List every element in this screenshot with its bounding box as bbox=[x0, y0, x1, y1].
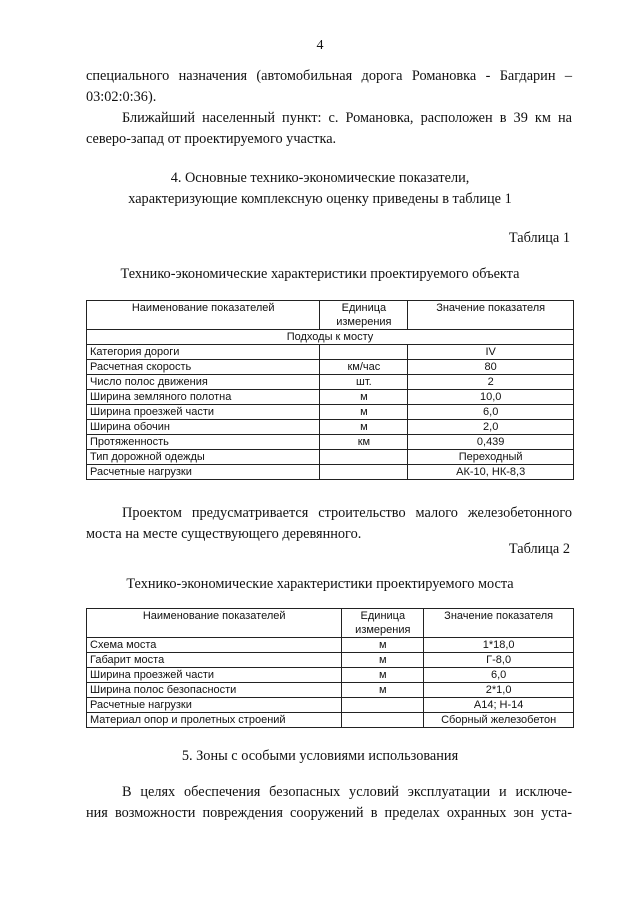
table-cell: 1*18,0 bbox=[424, 638, 574, 653]
middle-paragraph bbox=[86, 503, 572, 545]
table-cell: м bbox=[320, 405, 408, 420]
section5-line: В целях обеспечения безопасных условий эксплуатации и исключе- bbox=[122, 784, 572, 800]
section4-heading-line: 4. Основные технико-экономические показатели, bbox=[170, 170, 470, 186]
table-cell: Сборный железобетон bbox=[424, 713, 574, 728]
table-row bbox=[87, 698, 574, 713]
table-cell: м bbox=[342, 638, 424, 653]
table-cell: IV bbox=[408, 345, 574, 360]
table-row bbox=[87, 375, 574, 390]
table1 bbox=[86, 300, 574, 480]
table-cell: шт. bbox=[320, 375, 408, 390]
table-row bbox=[87, 390, 574, 405]
table-row bbox=[87, 420, 574, 435]
table1-section-cell: Подходы к мосту bbox=[87, 330, 574, 345]
page-number: 4 bbox=[316, 38, 324, 53]
table-cell: Категория дороги bbox=[87, 345, 320, 360]
table-cell: 10,0 bbox=[408, 390, 574, 405]
table-row bbox=[87, 360, 574, 375]
middle-line: Проектом предусматривается строительство малого железобетонного bbox=[122, 505, 572, 521]
table1-header-cell: Значение показателя bbox=[408, 301, 574, 330]
intro-line: северо-запад от проектируемого участка. bbox=[86, 131, 337, 147]
table-cell: 80 bbox=[408, 360, 574, 375]
table-cell: 2,0 bbox=[408, 420, 574, 435]
table-row bbox=[87, 450, 574, 465]
table-cell bbox=[342, 698, 424, 713]
intro-paragraph bbox=[86, 66, 572, 150]
table-row bbox=[87, 653, 574, 668]
table1-header-row bbox=[87, 301, 574, 330]
table-cell: м bbox=[342, 668, 424, 683]
table2-header-cell: Наименование показателей bbox=[87, 609, 342, 638]
table-cell: Материал опор и пролетных строений bbox=[87, 713, 342, 728]
intro-line: Ближайший населенный пункт: с. Романовка, расположен в 39 км на bbox=[122, 110, 572, 126]
table-cell bbox=[320, 465, 408, 480]
table-cell: Схема моста bbox=[87, 638, 342, 653]
table-cell: м bbox=[342, 683, 424, 698]
middle-line: моста на месте существующего деревянного. bbox=[86, 526, 362, 542]
table-cell: Ширина полос безопасности bbox=[87, 683, 342, 698]
table-cell: 0,439 bbox=[408, 435, 574, 450]
section4-heading-line: характеризующие комплексную оценку приведены в таблице 1 bbox=[128, 191, 512, 207]
table2-header-cell: Значение показателя bbox=[424, 609, 574, 638]
table1-caption: Технико-экономические характеристики проектируемого объекта bbox=[120, 266, 520, 282]
table-cell: 6,0 bbox=[408, 405, 574, 420]
table-row bbox=[87, 713, 574, 728]
table-cell: А14; Н-14 bbox=[424, 698, 574, 713]
table-row bbox=[87, 638, 574, 653]
table-cell: м bbox=[320, 390, 408, 405]
table-cell: м bbox=[320, 420, 408, 435]
table-row bbox=[87, 683, 574, 698]
table-cell: Г-8,0 bbox=[424, 653, 574, 668]
table-cell: АК-10, НК-8,3 bbox=[408, 465, 574, 480]
table-cell: Расчетная скорость bbox=[87, 360, 320, 375]
table2-header-cell: Единица измерения bbox=[342, 609, 424, 638]
intro-line: специального назначения (автомобильная дорога Романовка - Багдарин – bbox=[86, 68, 572, 84]
table-cell: 2 bbox=[408, 375, 574, 390]
table-row bbox=[87, 435, 574, 450]
table1-section-row bbox=[87, 330, 574, 345]
table-cell: км/час bbox=[320, 360, 408, 375]
table-cell: Протяженность bbox=[87, 435, 320, 450]
table-cell: Ширина проезжей части bbox=[87, 405, 320, 420]
table-cell: 2*1,0 bbox=[424, 683, 574, 698]
table-cell: Ширина проезжей части bbox=[87, 668, 342, 683]
table-cell bbox=[320, 345, 408, 360]
table-cell: Тип дорожной одежды bbox=[87, 450, 320, 465]
section5-heading: 5. Зоны с особыми условиями использования bbox=[181, 748, 459, 764]
section5-line: ния возможности повреждения сооружений в пределах охранных зон уста- bbox=[86, 805, 572, 821]
table-cell: Переходный bbox=[408, 450, 574, 465]
table2-caption: Технико-экономические характеристики проектируемого моста bbox=[126, 576, 514, 592]
table-cell: Число полос движения bbox=[87, 375, 320, 390]
table-cell bbox=[342, 713, 424, 728]
table-row bbox=[87, 405, 574, 420]
table-row bbox=[87, 668, 574, 683]
table1-label: Таблица 1 bbox=[508, 230, 570, 246]
table2-header-row bbox=[87, 609, 574, 638]
table-cell: м bbox=[342, 653, 424, 668]
table-row bbox=[87, 465, 574, 480]
section5-paragraph bbox=[86, 782, 572, 824]
table-cell: Ширина земляного полотна bbox=[87, 390, 320, 405]
table-cell: 6,0 bbox=[424, 668, 574, 683]
section4-heading bbox=[0, 168, 640, 210]
table-cell: Ширина обочин bbox=[87, 420, 320, 435]
table-cell: Расчетные нагрузки bbox=[87, 465, 320, 480]
table-cell: Габарит моста bbox=[87, 653, 342, 668]
table-cell: Расчетные нагрузки bbox=[87, 698, 342, 713]
table2 bbox=[86, 608, 574, 728]
table1-header-cell: Единица измерения bbox=[320, 301, 408, 330]
table2-label: Таблица 2 bbox=[508, 541, 570, 557]
intro-line: 03:02:0:36). bbox=[86, 89, 157, 105]
table-row bbox=[87, 345, 574, 360]
table1-header-cell: Наименование показателей bbox=[87, 301, 320, 330]
table-cell bbox=[320, 450, 408, 465]
table-cell: км bbox=[320, 435, 408, 450]
